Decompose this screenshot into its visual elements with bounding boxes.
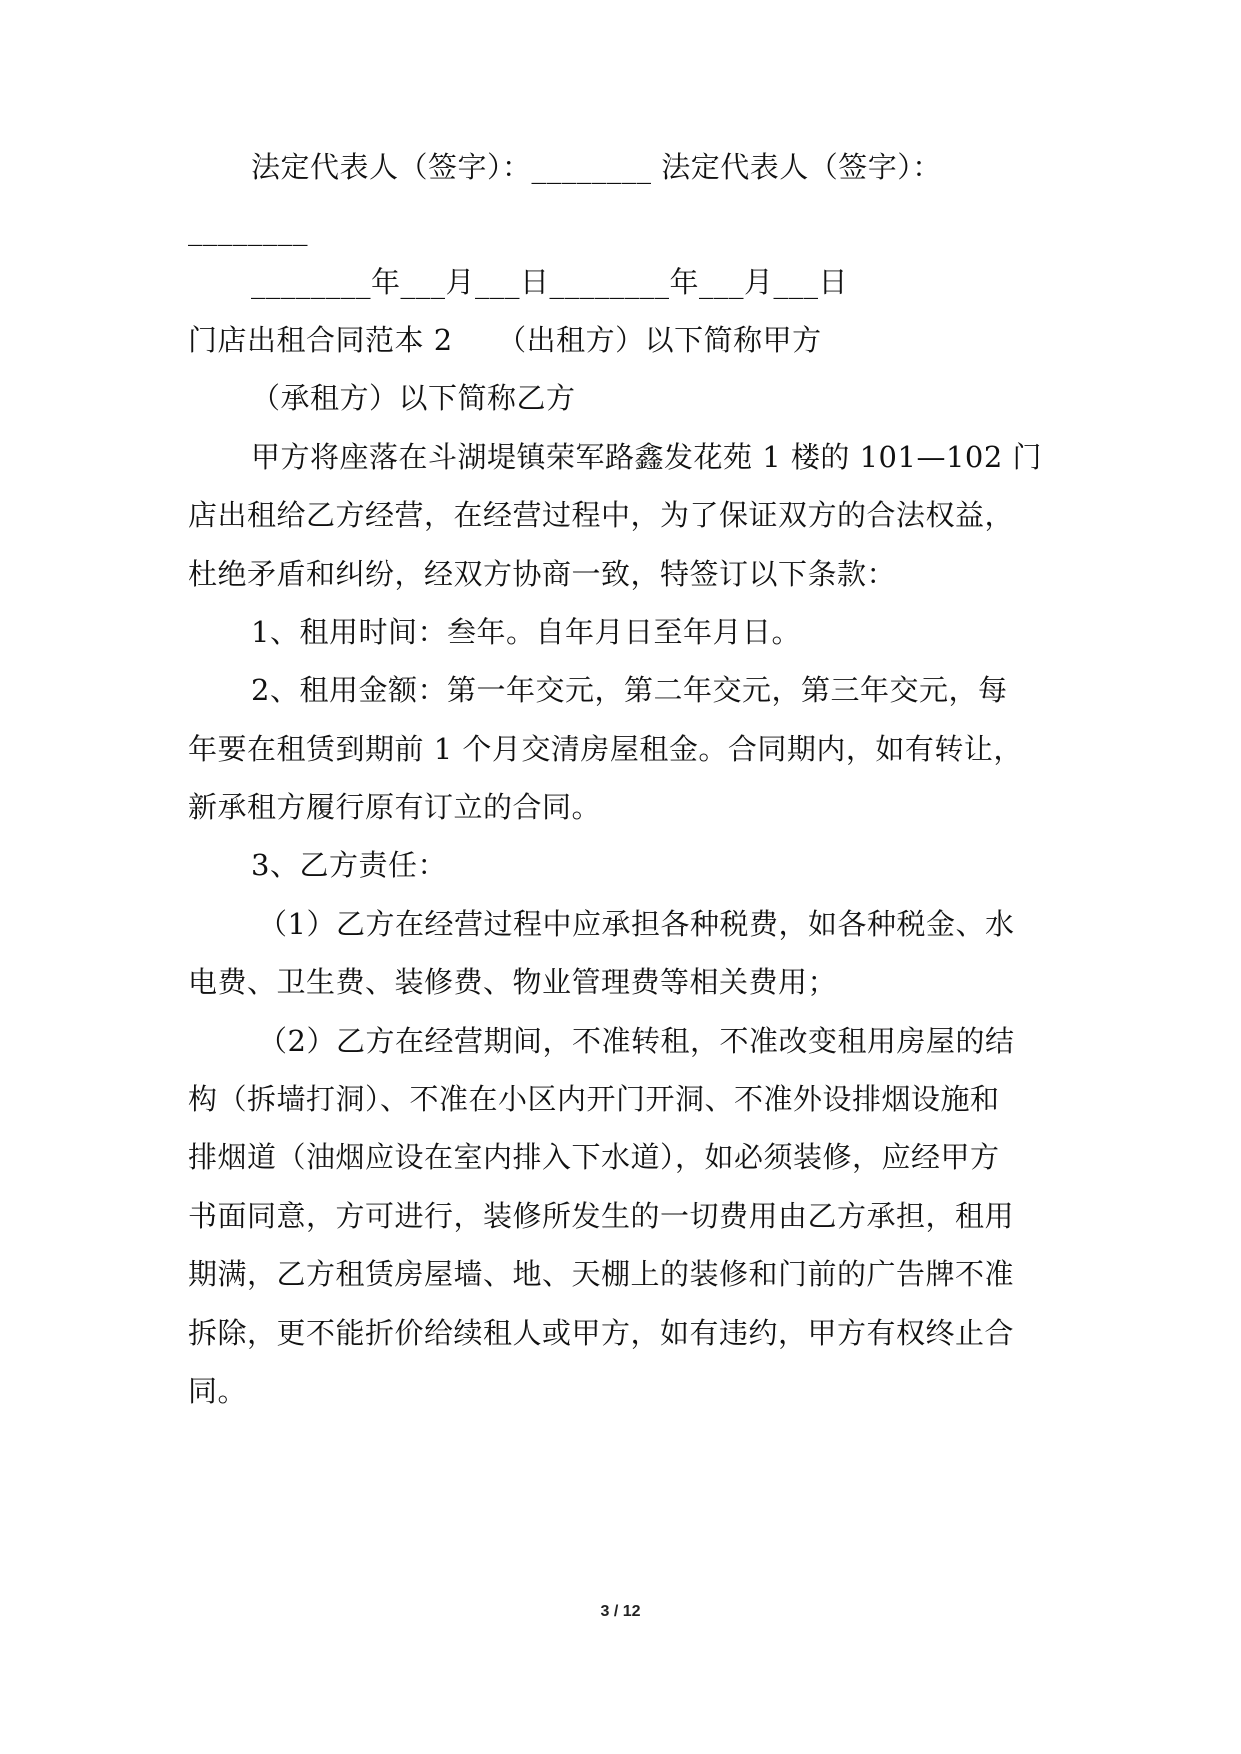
page-number: 3 / 12 xyxy=(600,1603,641,1620)
signature-line: 法定代表人（签字）：________ 法定代表人（签字）： xyxy=(251,150,942,184)
paragraph-line: 拆除，更不能折价给续租人或甲方，如有违约，甲方有权终止合 xyxy=(188,1316,1015,1350)
paragraph-line: 期满，乙方租赁房屋墙、地、天棚上的装修和门前的广告牌不准 xyxy=(188,1257,1015,1291)
paragraph-line: 新承租方履行原有订立的合同。 xyxy=(188,790,602,824)
date-line: ________年___月___日________年___月___日 xyxy=(251,265,849,299)
clause-1: 1、租用时间：叁年。自年月日至年月日。 xyxy=(251,615,801,649)
paragraph-line: 年要在租赁到期前 1 个月交清房屋租金。合同期内，如有转让， xyxy=(188,732,1023,766)
party-b-line: （承租方）以下简称乙方 xyxy=(251,381,576,415)
paragraph-line: 杜绝矛盾和纠纷，经双方协商一致，特签订以下条款： xyxy=(188,557,897,591)
paragraph-line: 甲方将座落在斗湖堤镇荣军路鑫发花苑 1 楼的 101—102 门 xyxy=(251,440,1043,474)
paragraph-line: 电费、卫生费、装修费、物业管理费等相关费用； xyxy=(188,965,838,999)
contract-title-line: 门店出租合同范本 2 （出租方）以下简称甲方 xyxy=(188,323,822,357)
paragraph-line: 构（拆墙打洞）、不准在小区内开门开洞、不准外设排烟设施和 xyxy=(188,1082,1000,1116)
paragraph-line: 同。 xyxy=(188,1374,248,1408)
clause-3: 3、乙方责任： xyxy=(251,848,447,882)
clause-3-item-2: （2）乙方在经营期间，不准转租，不准改变租用房屋的结 xyxy=(258,1024,1015,1058)
paragraph-line: 书面同意，方可进行，装修所发生的一切费用由乙方承担，租用 xyxy=(188,1199,1015,1233)
signature-blank: ________ xyxy=(188,212,308,246)
clause-3-item-1: （1）乙方在经营过程中应承担各种税费，如各种税金、水 xyxy=(258,907,1015,941)
paragraph-line: 排烟道（油烟应设在室内排入下水道），如必须装修，应经甲方 xyxy=(188,1140,1000,1174)
paragraph-line: 店出租给乙方经营，在经营过程中，为了保证双方的合法权益， xyxy=(188,498,1015,532)
clause-2: 2、租用金额：第一年交元，第二年交元，第三年交元，每 xyxy=(251,673,1008,707)
